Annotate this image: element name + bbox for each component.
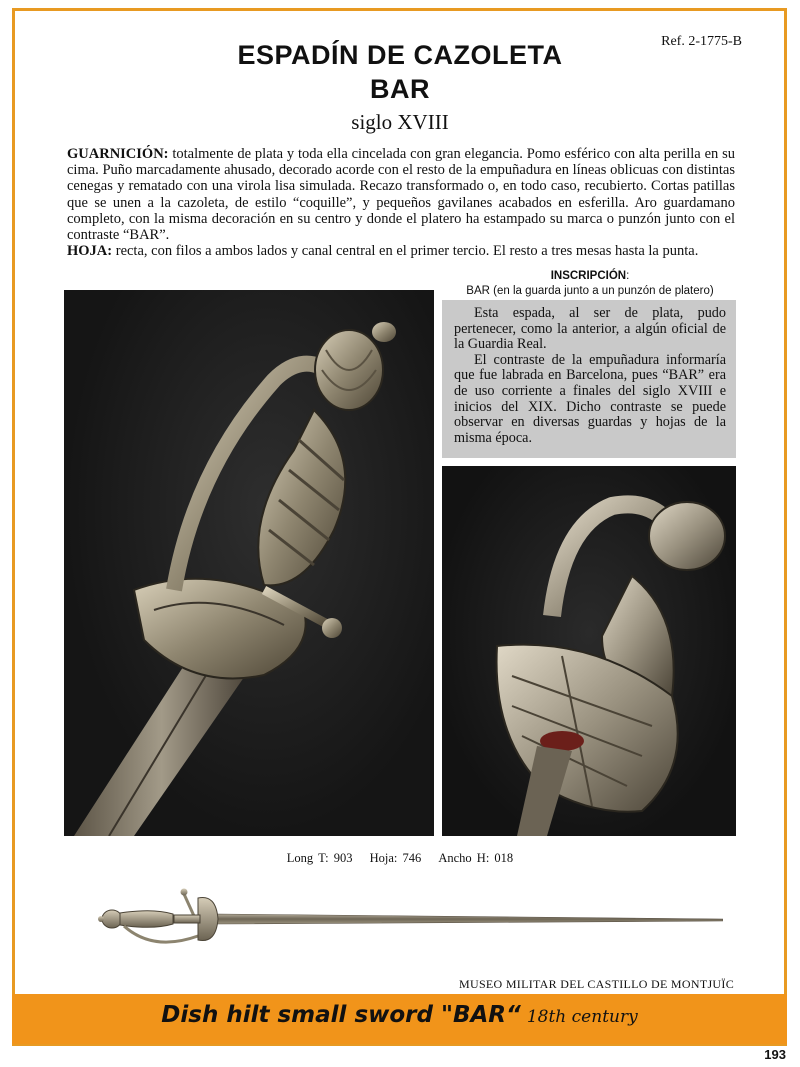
note-paragraph-1: Esta espada, al ser de plata, pudo pertenecer, como la anterior, a algún oficial de la Guardia Real. <box>454 305 726 353</box>
frame-left-border <box>12 8 15 1046</box>
banner-century: 18th century <box>526 1007 638 1027</box>
blade-width: Ancho H: 018 <box>438 851 514 865</box>
note-paragraph-2: El contraste de la empuñadura informaría que fue labrada en Barcelona, pues “BAR” era de uso corriente a finales del siglo XVIII e inicios del XIX. Dicho contraste se puede observar en diversas guardas y hojas de la misma época. <box>454 351 726 446</box>
hoja-text: recta, con filos a ambos lados y canal central en el primer tercio. El resto a tres mesas hasta la punta. <box>115 243 699 260</box>
museum-credit: MUSEO MILITAR DEL CASTILLO DE MONTJUÏC <box>459 977 734 991</box>
banner-title: Dish hilt small sword "BAR“ <box>161 1002 521 1028</box>
measurements <box>0 851 800 866</box>
title-line-1: ESPADÍN DE CAZOLETA <box>237 40 563 70</box>
english-title-banner <box>12 994 787 1044</box>
inscription-heading: INSCRIPCIÓN: <box>550 270 630 282</box>
page-number: 193 <box>764 1047 786 1062</box>
description-text <box>67 146 735 259</box>
banner-text <box>12 1002 787 1028</box>
guarnicion-label: GUARNICIÓN: <box>67 146 169 162</box>
hilt-illustration-left <box>64 290 434 836</box>
full-sword-photo <box>98 884 723 954</box>
century-subtitle: siglo XVIII <box>351 110 449 134</box>
blade-length: Hoja: 746 <box>369 851 422 865</box>
inscription-label: INSCRIPCIÓN <box>550 270 627 282</box>
reference-number: Ref. 2-1775-B <box>661 34 742 49</box>
guard-illustration-right <box>442 466 736 836</box>
title-line-2: BAR <box>370 74 430 104</box>
hilt-photo-left <box>64 290 434 836</box>
frame-top-border <box>12 8 787 11</box>
frame-right-border <box>784 8 787 1046</box>
guarnicion-text: totalmente de plata y toda ella cincelada con gran elegancia. Pomo esférico con alta perilla en su cima. Puño marcadamente ahusado, decorado acorde con el resto de la empuñadura en líneas oblicuas con distintas cenegas y rematado con una virola lisa simulada. Recazo transformado o, en todo caso, recubierto. Cortas patillas que se unen a la cazoleta, de estilo “coquille”, y pequeños gavilanes acabados en esferilla. Aro guardamano completo, con la misma decoración en su centro y donde el platero ha estampado su marca o punzón junto con el contraste “BAR”. <box>67 146 735 244</box>
hoja-paragraph <box>67 243 735 259</box>
total-length: Long T: 903 <box>286 851 353 865</box>
historical-note <box>442 300 736 458</box>
hoja-label: HOJA: <box>67 243 113 260</box>
inscription-text: BAR (en la guarda junto a un punzón de platero) <box>466 285 714 297</box>
guard-photo-right <box>442 466 736 836</box>
guarnicion-paragraph <box>67 146 735 243</box>
